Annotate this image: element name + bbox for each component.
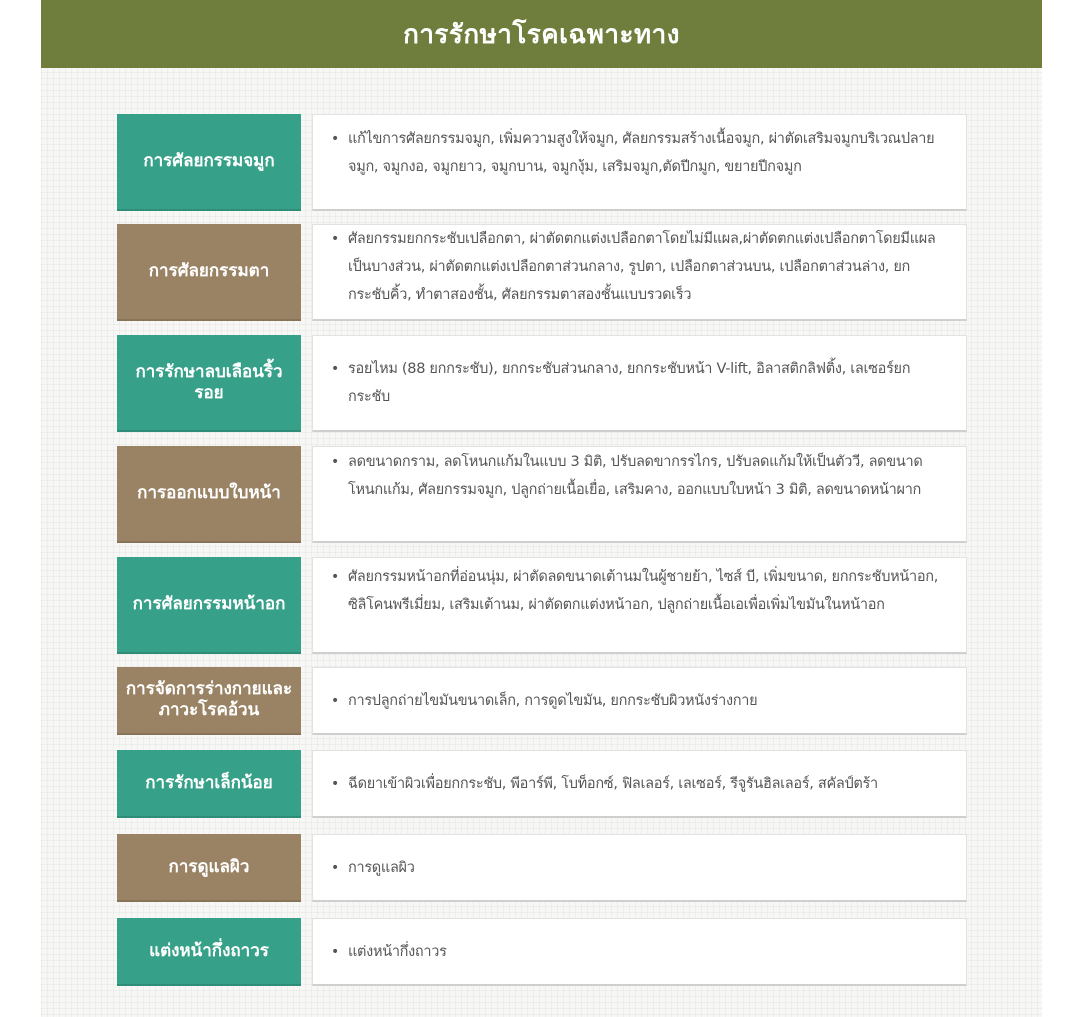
service-label[interactable]: การจัดการร่างกายและภาวะโรคอ้วน: [117, 667, 301, 735]
service-label[interactable]: การออกแบบใบหน้า: [117, 446, 301, 543]
service-content: [312, 918, 967, 986]
service-content: [312, 834, 967, 902]
service-row-skin-care: [117, 834, 967, 902]
service-row-eye-surgery: [117, 224, 967, 321]
service-description: แต่งหน้ากึ่งถาวร: [348, 943, 447, 960]
service-description: ลดขนาดกราม, ลดโหนกแก้มในแบบ 3 มิติ, ปรับลดขากรรไกร, ปรับลดแก้มให้เป็นตัววี, ลดขนาดโหนกแก้ม, ศัลยกรรมจมูก, ปลูกถ่ายเนื้อเยื่อ, เสริมคาง, ออกแบบใบหน้า 3 มิติ, ลดขนาดหน้าผาก: [348, 454, 923, 498]
service-content: [312, 114, 967, 211]
service-content: [312, 446, 967, 543]
service-label[interactable]: การดูแลผิว: [117, 834, 301, 902]
service-description: การปลูกถ่ายไขมันขนาดเล็ก, การดูดไขมัน, ยกกระชับผิวหนังร่างกาย: [348, 692, 758, 709]
page-header: [41, 0, 1042, 68]
bullet-icon: •: [331, 692, 340, 709]
service-label[interactable]: แต่งหน้ากึ่งถาวร: [117, 918, 301, 986]
service-row-minor-treatment: [117, 750, 967, 818]
service-description: ศัลยกรรมหน้าอกที่อ่อนนุ่ม, ผ่าตัดลดขนาดเต้านมในผู้ชายย้า, ไซส์ บี, เพิ่มขนาด, ยกกระชับหน้าอก, ซิลิโคนพรีเมี่ยม, เสริมเต้านม, ผ่าตัดตกแต่งหน้าอก, ปลูกถ่ายเนื้อเอเพื่อเพิ่มไขมันในหน้าอก: [348, 569, 939, 613]
service-row-breast-surgery: [117, 557, 967, 654]
bullet-icon: •: [331, 231, 340, 247]
service-label[interactable]: การรักษาเล็กน้อย: [117, 750, 301, 818]
service-row-semi-permanent-makeup: [117, 918, 967, 986]
service-label[interactable]: การศัลยกรรมจมูก: [117, 114, 301, 211]
service-label[interactable]: การรักษาลบเลือนริ้วรอย: [117, 335, 301, 432]
service-row-rhinoplasty: [117, 114, 967, 211]
service-description: ฉีดยาเข้าผิวเพื่อยกกระชับ, พีอาร์พี, โบท็อกซ์, ฟิลเลอร์, เลเซอร์, รีจูรันฮิลเลอร์, สคัลป์ตร้า: [348, 775, 878, 792]
service-content: [312, 224, 967, 321]
service-description: ศัลยกรรมยกกระชับเปลือกตา, ผ่าตัดตกแต่งเปลือกตาโดยไม่มีแผล,ผ่าตัดตกแต่งเปลือกตาโดยมีแผลเป็นบางส่วน, ผ่าตัดตกแต่งเปลือกตาส่วนกลาง, รูปตา, เปลือกตาส่วนบน, เปลือกตาส่วนล่าง, ยกกระชับคิ้ว, ทำตาสองชั้น, ศัลยกรรมตาสองชั้นแบบรวดเร็ว: [348, 231, 936, 303]
bullet-icon: •: [331, 943, 340, 960]
service-description: แก้ไขการศัลยกรรมจมูก, เพิ่มความสูงให้จมูก, ศัลยกรรมสร้างเนื้อจมูก, ผ่าตัดเสริมจมูกบริเวณปลายจมูก, จมูกงอ, จมูกยาว, จมูกบาน, จมูกงุ้ม, เสริมจมูก,ตัดปีกมูก, ขยายปีกจมูก: [348, 131, 935, 175]
service-content: [312, 667, 967, 735]
bullet-icon: •: [331, 859, 340, 876]
service-row-body-obesity: [117, 667, 967, 735]
page-title: การรักษาโรคเฉพาะทาง: [403, 19, 680, 50]
service-content: [312, 335, 967, 432]
service-description: การดูแลผิว: [348, 859, 415, 876]
bullet-icon: •: [331, 361, 340, 377]
page-frame: [41, 0, 1042, 1017]
service-label[interactable]: การศัลยกรรมตา: [117, 224, 301, 321]
bullet-icon: •: [331, 131, 340, 147]
service-description: รอยไหม (88 ยกกระชับ), ยกกระชับส่วนกลาง, ยกกระชับหน้า V-lift, อิลาสติกลิฟติ้ง, เลเซอร์ยกกระชับ: [348, 361, 911, 405]
service-content: [312, 750, 967, 818]
service-label[interactable]: การศัลยกรรมหน้าอก: [117, 557, 301, 654]
service-row-anti-wrinkle: [117, 335, 967, 432]
service-content: [312, 557, 967, 654]
bullet-icon: •: [331, 569, 340, 585]
service-row-face-contouring: [117, 446, 967, 543]
bullet-icon: •: [331, 454, 340, 470]
bullet-icon: •: [331, 775, 340, 792]
